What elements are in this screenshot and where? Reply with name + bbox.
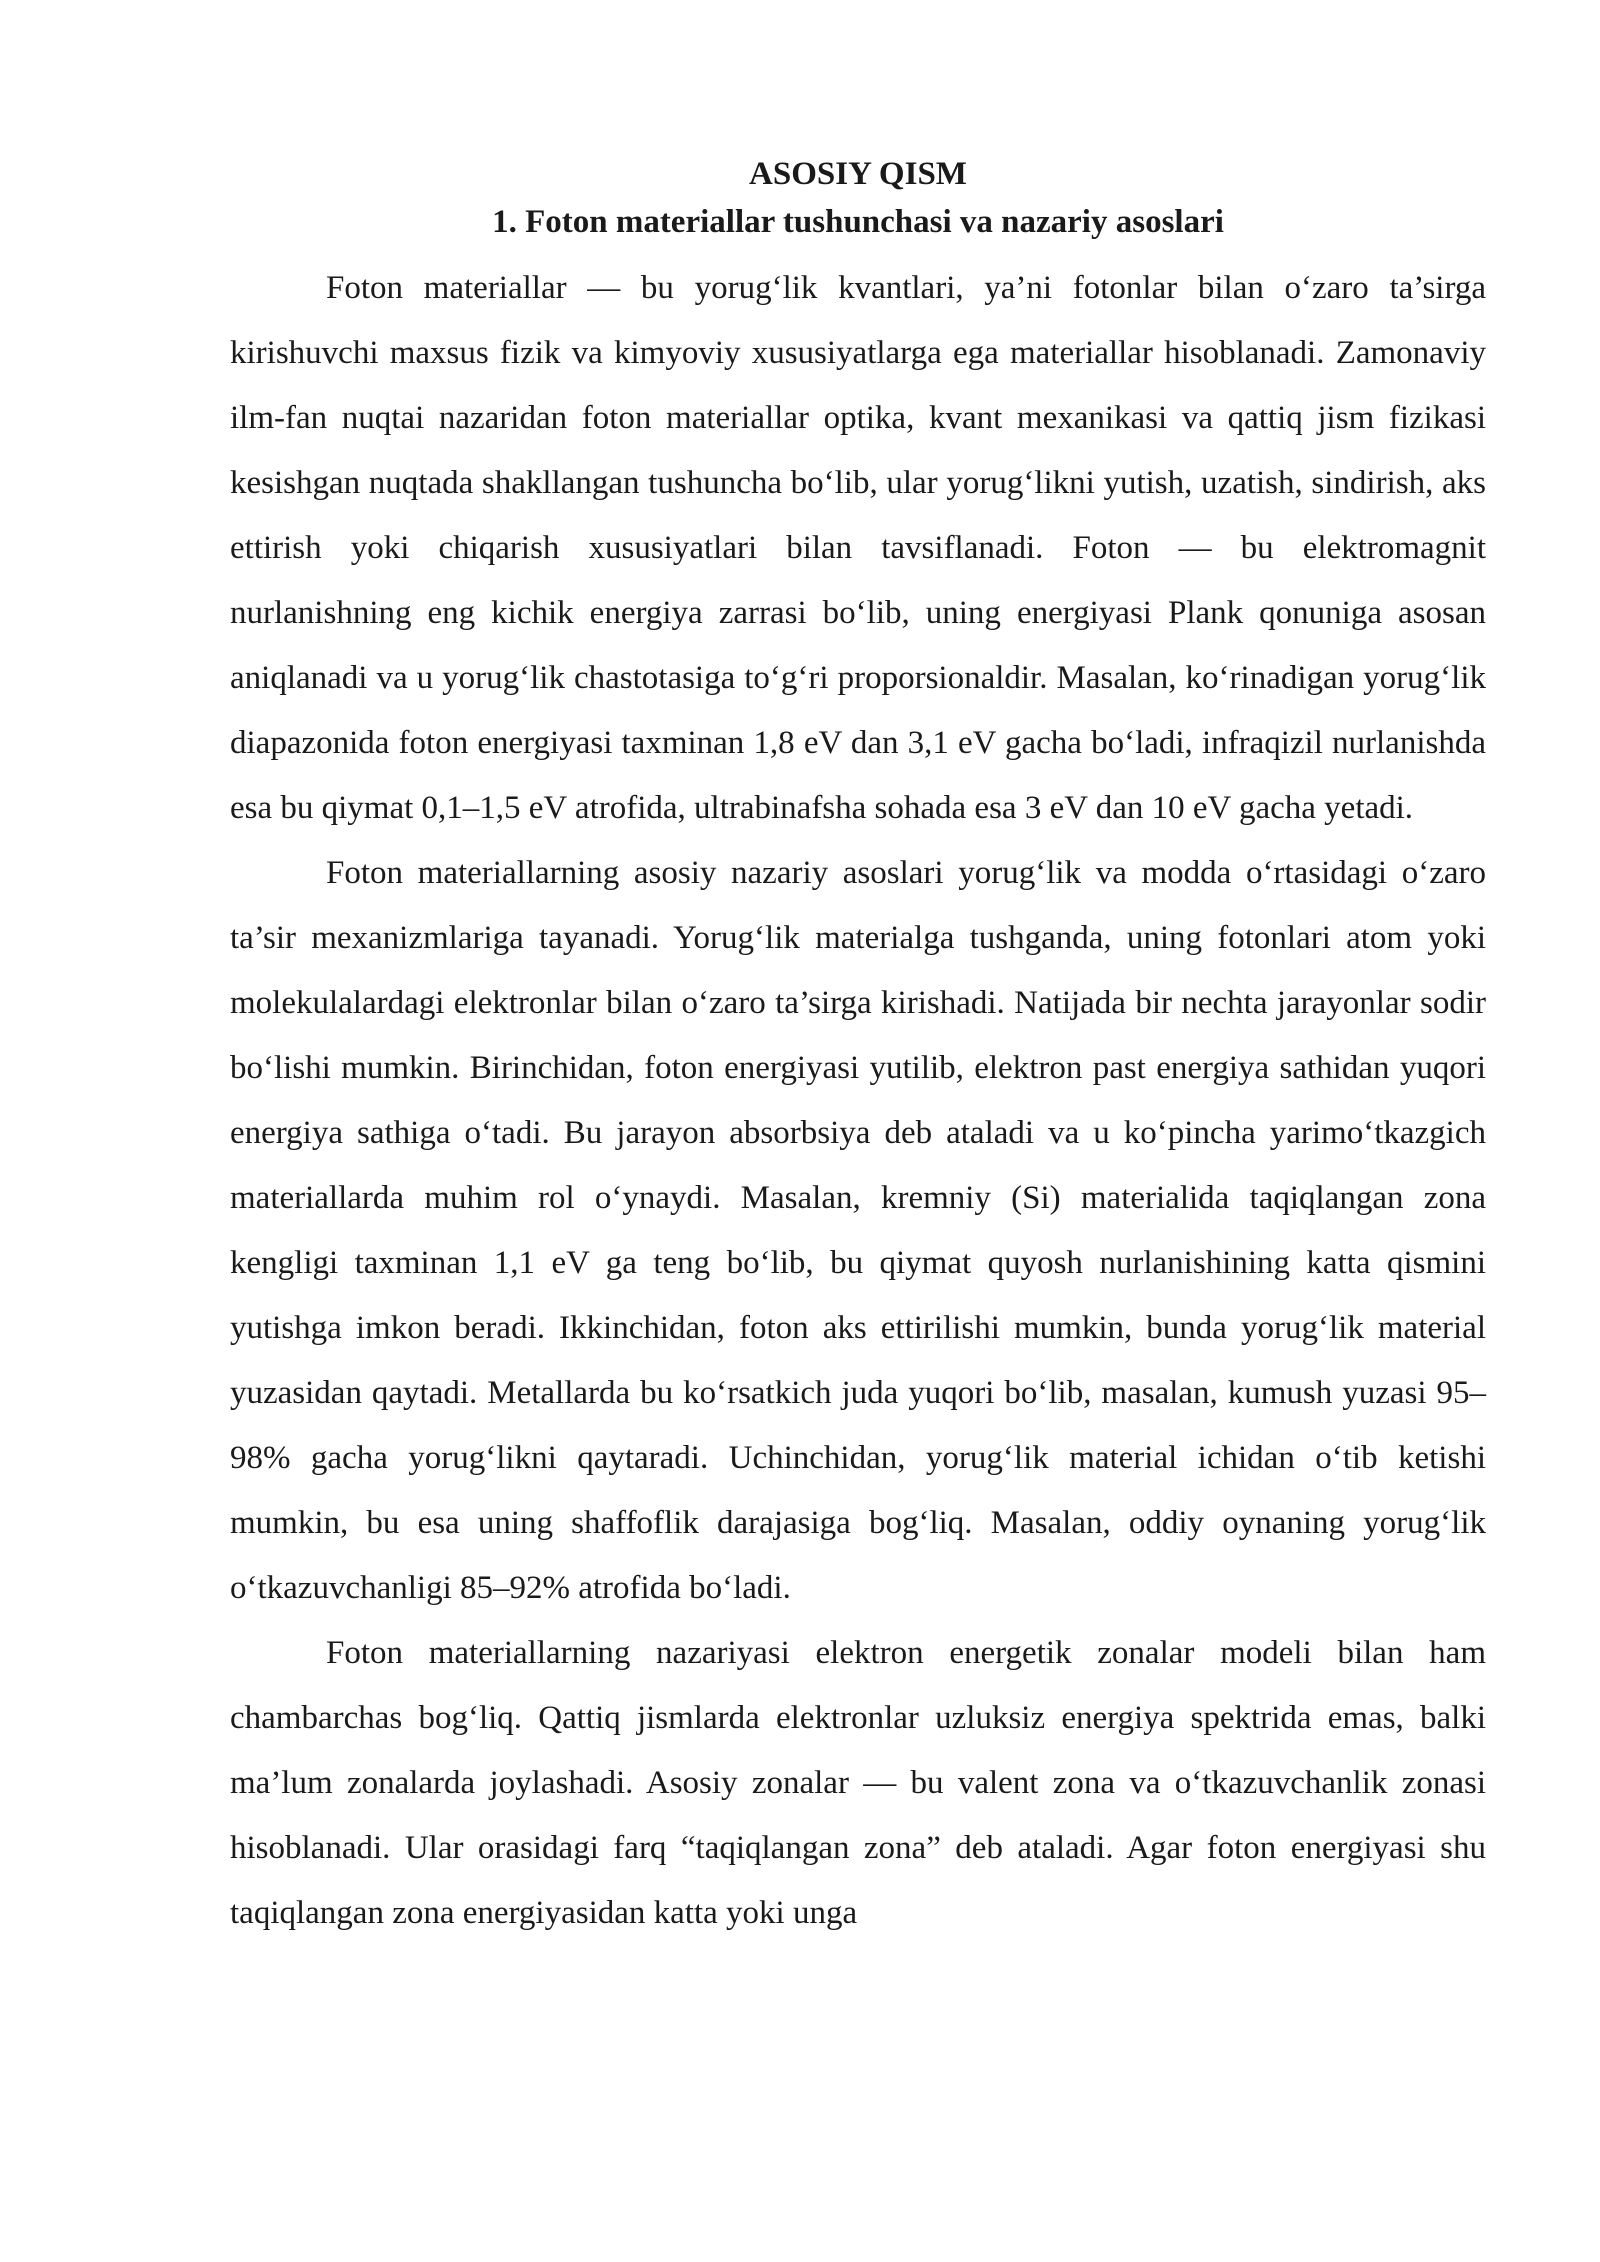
document-page xyxy=(230,150,1486,1946)
page-title: ASOSIY QISM xyxy=(749,156,967,192)
section-heading: 1. Foton materiallar tushunchasi va nazariy asoslari xyxy=(492,204,1224,240)
body-paragraph: Foton materiallarning asosiy nazariy asoslari yorug‘lik va modda o‘rtasidagi o‘zaro ta’sir mexanizmlariga tayanadi. Yorug‘lik materialga tushganda, uning fotonlari atom yoki molekulalardagi elektronlar bilan o‘zaro ta’sirga kirishadi. Natijada bir nechta jarayonlar sodir bo‘lishi mumkin. Birinchidan, foton energiyasi yutilib, elektron past energiya sathidan yuqori energiya sathiga o‘tadi. Bu jarayon absorbsiya deb ataladi va u ko‘pincha yarimo‘tkazgich materiallarda muhim rol o‘ynaydi. Masalan, kremniy (Si) materialida taqiqlangan zona kengligi taxminan 1,1 eV ga teng bo‘lib, bu qiymat quyosh nurlanishining katta qismini yutishga imkon beradi. Ikkinchidan, foton aks ettirilishi mumkin, bunda yorug‘lik material yuzasidan qaytadi. Metallarda bu ko‘rsatkich juda yuqori bo‘lib, masalan, kumush yuzasi 95–98% gacha yorug‘likni qaytaradi. Uchinchidan, yorug‘lik material ichidan o‘tib ketishi mumkin, bu esa uning shaffoflik darajasiga bog‘liq. Masalan, oddiy oynaning yorug‘lik o‘tkazuvchanligi 85–92% atrofida bo‘ladi. xyxy=(230,855,1486,1606)
body-paragraph: Foton materiallarning nazariyasi elektron energetik zonalar modeli bilan ham chambarchas bog‘liq. Qattiq jismlarda elektronlar uzluksiz energiya spektrida emas, balki ma’lum zonalarda joylashadi. Asosiy zonalar — bu valent zona va o‘tkazuvchanlik zonasi hisoblanadi. Ular orasidagi farq “taqiqlangan zona” deb ataladi. Agar foton energiyasi shu taqiqlangan zona energiyasidan katta yoki unga xyxy=(230,1635,1486,1931)
body-paragraph: Foton materiallar — bu yorug‘lik kvantlari, ya’ni fotonlar bilan o‘zaro ta’sirga kirishuvchi maxsus fizik va kimyoviy xususiyatlarga ega materiallar hisoblanadi. Zamonaviy ilm-fan nuqtai nazaridan foton materiallar optika, kvant mexanikasi va qattiq jism fizikasi kesishgan nuqtada shakllangan tushuncha bo‘lib, ular yorug‘likni yutish, uzatish, sindirish, aks ettirish yoki chiqarish xususiyatlari bilan tavsiflanadi. Foton — bu elektromagnit nurlanishning eng kichik energiya zarrasi bo‘lib, uning energiyasi Plank qonuniga asosan aniqlanadi va u yorug‘lik chastotasiga to‘g‘ri proporsionaldir. Masalan, ko‘rinadigan yorug‘lik diapazonida foton energiyasi taxminan 1,8 eV dan 3,1 eV gacha bo‘ladi, infraqizil nurlanishda esa bu qiymat 0,1–1,5 eV atrofida, ultrabinafsha sohada esa 3 eV dan 10 eV gacha yetadi. xyxy=(230,270,1486,826)
